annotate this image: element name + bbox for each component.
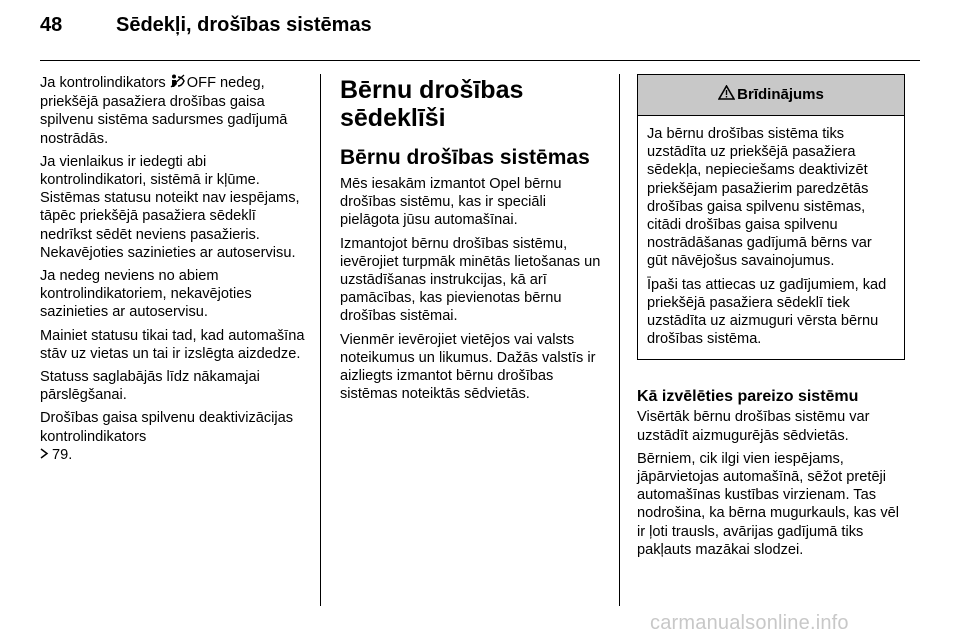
warning-title: Brīdinājums xyxy=(737,85,824,103)
column-right xyxy=(637,74,905,564)
page-number: 48 xyxy=(40,14,63,36)
page-header xyxy=(40,14,920,54)
subsection-heading: Bērnu drošības sistēmas xyxy=(340,146,590,169)
paragraph-no-indicator: Ja nedeg neviens no abiem kontrolindikatoriem, nekavējoties sazinieties ar autoservisu. xyxy=(40,268,252,321)
column-divider xyxy=(320,74,321,606)
paragraph-rear-seats: Visērtāk bērnu drošības sistēmu var uzstādīt aizmugurējās sēdvietās. xyxy=(637,409,870,444)
section-heading: Bērnu drošības sēdeklīši xyxy=(340,76,524,132)
warning-body xyxy=(638,116,904,359)
paragraph-rear-facing: Bērniem, cik ilgi vien iespējams, jāpārvietojas automašīnā, sēžot pretēji automašīnas kustības virzienam. Tas nodrošina, ka bērna mugurkauls, kas vēl ir ļoti trausls, avārijas gadījumā tiks pakļauts mazākai slodzei. xyxy=(637,450,900,558)
header-rule xyxy=(40,60,920,61)
paragraph-deactivation-indicator: Drošības gaisa spilvenu deaktivizācijas kontrolindikators 79. xyxy=(40,410,294,463)
warning-box xyxy=(637,74,905,360)
warning-triangle-icon xyxy=(718,85,735,105)
chapter-title: Sēdekļi, drošības sistēmas xyxy=(116,14,372,36)
paragraph-change-status: Mainiet statusu tikai tad, kad automašīna stāv uz vietas un tai ir izslēgta aizdedze. xyxy=(40,327,305,362)
paragraph-status-saved: Statuss saglabājās līdz nākamajai pārslēgšanai. xyxy=(40,369,260,404)
column-middle xyxy=(340,76,608,408)
subsection-heading: Kā izvēlēties pareizo sistēmu xyxy=(637,388,859,406)
paragraph-airbag-status: Ja kontrolindikators OFF nedeg, priekšējā pasažiera drošības gaisa spilvenu sistēma sadursmes gadījumā nostrādās. xyxy=(40,75,288,147)
warning-paragraph: Ja bērnu drošības sistēma tiks uzstādīta uz priekšējā pasažiera sēdekļa, nepieciešams deaktivizēt priekšējam pasažierim paredzētās drošības gaisa spilvenu sistēmas, citādi drošības gaisa spilvenu nostrādāšanas gadījumā bērns var gūt nāvējošus savainojumus. xyxy=(647,126,872,270)
paragraph-instructions: Izmantojot bērnu drošības sistēmu, ievērojiet turpmāk minētās lietošanas un uzstādīšanas instrukcijas, kā arī pamācības, kas pievienotas bērnu drošības sistēmai. xyxy=(340,235,601,325)
column-left xyxy=(40,74,308,469)
paragraph-both-indicators: Ja vienlaikus ir iedegti abi kontrolindikatori, sistēmā ir kļūme. Sistēmas statusu noteikt nav iespējams, tāpēc priekšējā pasažiera sēdeklī nedrīkst sēdēt neviens pasažieris. Nekavējoties sazinieties ar autoservisu. xyxy=(40,153,300,261)
watermark: carmanualsonline.info xyxy=(650,612,849,634)
warning-header xyxy=(638,75,904,116)
paragraph-recommendation: Mēs iesakām izmantot Opel bērnu drošības sistēmu, kas ir speciāli pielāgota jūsu automašīnai. xyxy=(340,176,562,229)
airbag-off-icon xyxy=(170,74,186,93)
paragraph-regulations: Vienmēr ievērojiet vietējos vai valsts noteikumus un likumus. Dažās valstīs ir aizliegts izmantot bērnu drošības sistēmas noteiktās sēdvietās. xyxy=(340,331,596,403)
arrow-right-icon xyxy=(40,446,49,464)
column-divider xyxy=(619,74,620,606)
warning-paragraph: Īpaši tas attiecas uz gadījumiem, kad priekšējā pasažiera sēdeklī tiek uzstādīta uz aizmuguri vērsta bērnu drošības sistēma. xyxy=(647,276,887,348)
page-reference-link[interactable]: 79. xyxy=(52,446,73,463)
